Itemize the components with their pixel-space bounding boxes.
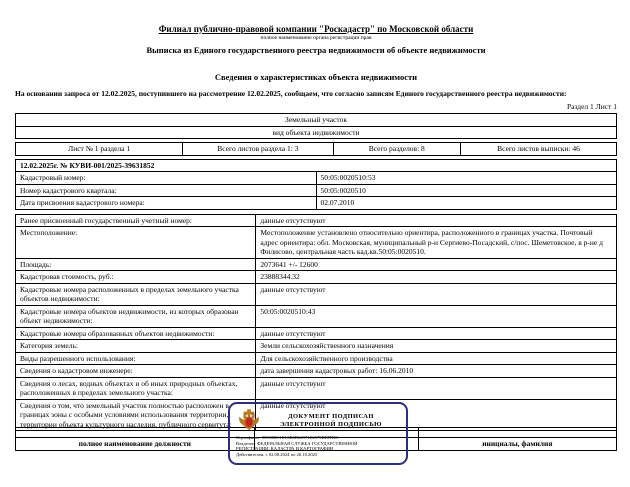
row-value: данные отсутствуют <box>256 399 617 431</box>
table-row <box>16 283 617 305</box>
sheet-cell: Всего листов выписки: 46 <box>461 143 617 156</box>
stamp-owner-line2: РЕГИСТРАЦИИ, КАДАСТРА И КАРТОГРАФИИ <box>236 446 334 452</box>
name-label-cell: инициалы, фамилия <box>418 438 616 451</box>
row-value: 2073641 +/- 12600 <box>256 258 617 271</box>
table-row <box>16 126 617 139</box>
row-value: Местоположение установлено относительно ориентира, расположенного в границах участка. Почтовый адрес ориентира: обл. Московская, муниципальный р-н Сергиево-Посадский, с/пос. Шеметовское, в р-не д Филисово, центральная часть кад.кв.50:05:0020510. <box>256 227 617 259</box>
table-row <box>16 258 617 271</box>
request-basis-line: На основании запроса от 12.02.2025, поступившего на рассмотрение 12.02.2025, сообщаем, что согласно записям Единого государственного реестра недвижимости: <box>15 89 567 98</box>
row-label: Сведения о лесах, водных объектах и об иных природных объектах, расположенных в пределах земельного участка: <box>16 377 256 399</box>
row-value: Для сельскохозяйственного производства <box>256 352 617 365</box>
org-name: Филиал публично-правовой компании "Роскадастр" по Московской области <box>158 24 474 34</box>
row-label: Дата присвоения кадастрового номера: <box>16 197 317 210</box>
document-content <box>15 0 617 431</box>
sheet-cell: Лист № 1 раздела 1 <box>16 143 183 156</box>
request-number-row <box>16 159 617 172</box>
stamp-title <box>262 413 400 430</box>
row-label: Категория земель: <box>16 340 256 353</box>
object-type-caption: вид объекта недвижимости <box>16 126 617 139</box>
signature-space-cell <box>418 428 616 438</box>
row-label: Кадастровая стоимость, руб.: <box>16 271 256 284</box>
row-value: 50:05:0020510 <box>316 184 617 197</box>
row-label: Кадастровый номер: <box>16 172 317 185</box>
row-value: 50:05:0020510:53 <box>316 172 617 185</box>
stamp-validity: Действителен: с 02.08.2024 по 26.10.2025 <box>236 451 318 457</box>
table-row <box>16 114 617 127</box>
electronic-signature-stamp <box>228 402 408 465</box>
stamp-header <box>236 408 400 434</box>
row-value: дата завершения кадастровых работ: 16.06.2010 <box>256 365 617 378</box>
request-number: 12.02.2025г. № КУВИ-001/2025-39631852 <box>16 159 617 172</box>
table-row <box>16 365 617 378</box>
attributes-table-main <box>15 214 617 432</box>
section-page-ref: Раздел 1 Лист 1 <box>566 102 617 111</box>
row-label: Ранее присвоенный государственный учетный номер: <box>16 214 256 227</box>
sheet-cell: Всего разделов: 8 <box>333 143 461 156</box>
row-value: данные отсутствуют <box>256 214 617 227</box>
row-value: данные отсутствуют <box>256 283 617 305</box>
attributes-table-top <box>15 159 617 210</box>
row-label: Площадь: <box>16 258 256 271</box>
sheet-cell: Всего листов раздела 1: 3 <box>183 143 333 156</box>
table-row <box>16 340 617 353</box>
row-label: Сведения о кадастровом инженере: <box>16 365 256 378</box>
table-row <box>16 352 617 365</box>
org-name-caption: полное наименование органа регистрации прав <box>260 35 372 41</box>
stamp-certificate: Сертификат: 00910BC181AB3B66971E2579BEFB50 <box>236 435 338 440</box>
row-value: Земли сельскохозяйственного назначения <box>256 340 617 353</box>
row-label: Сведения о том, что земельный участок полностью расположен в границах зоны с особыми условиями использования территории, территории объекта культурного наследия, публичного сервитута: <box>16 399 256 431</box>
table-row <box>16 197 617 210</box>
row-label: Виды разрешенного использования: <box>16 352 256 365</box>
row-value: данные отсутствуют <box>256 377 617 399</box>
row-label: Кадастровые номера расположенных в пределах земельного участка объектов недвижимости: <box>16 283 256 305</box>
table-row <box>16 327 617 340</box>
sheet-info-table <box>15 142 617 156</box>
document-title: Выписка из Единого государственного реестра недвижимости об объекте недвижимости <box>146 45 486 55</box>
table-row <box>16 305 617 327</box>
coat-of-arms-icon <box>236 408 262 434</box>
stamp-title-line2: ЭЛЕКТРОННОЙ ПОДПИСЬЮ <box>280 421 382 428</box>
stamp-title-line1: ДОКУМЕНТ ПОДПИСАН <box>288 412 374 420</box>
row-label: Кадастровые номера объектов недвижимости, из которых образован объект недвижимости: <box>16 305 256 327</box>
table-row <box>16 214 617 227</box>
row-value: 50:05:0020510:43 <box>256 305 617 327</box>
row-value: данные отсутствуют <box>256 327 617 340</box>
table-row <box>16 227 617 259</box>
table-row <box>16 184 617 197</box>
row-label: Местоположение: <box>16 227 256 259</box>
table-row <box>16 271 617 284</box>
position-label-cell: полное наименование должности <box>16 438 255 451</box>
stamp-owner-line1: Владелец: ФЕДЕРАЛЬНАЯ СЛУЖБА ГОСУДАРСТВЕННОЙ <box>236 440 358 446</box>
row-value: 02.07.2010 <box>316 197 617 210</box>
row-label: Номер кадастрового квартала: <box>16 184 317 197</box>
signature-space-cell <box>16 428 255 438</box>
stamp-details <box>236 435 400 457</box>
table-row <box>16 377 617 399</box>
row-value: 23888344.32 <box>256 271 617 284</box>
section-heading: Сведения о характеристиках объекта недвижимости <box>214 72 418 82</box>
row-label: Кадастровые номера образованных объектов недвижимости: <box>16 327 256 340</box>
table-row <box>16 172 617 185</box>
object-type: Земельный участок <box>16 114 617 127</box>
table-row <box>16 143 617 156</box>
object-type-table <box>15 113 617 139</box>
